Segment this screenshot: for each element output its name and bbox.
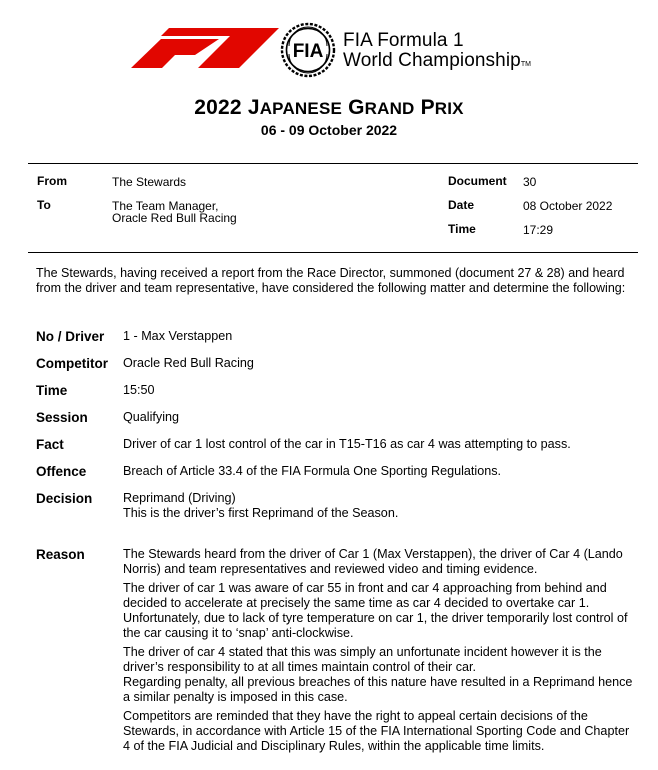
f1-logo-icon	[131, 28, 279, 68]
fact-value: Driver of car 1 lost control of the car in T15-T16 as car 4 was attempting to pass.	[123, 437, 571, 451]
driver-label: No / Driver	[36, 329, 105, 344]
from-value: The Stewards	[112, 175, 187, 189]
incident-time-label: Time	[36, 383, 68, 398]
date-label: Date	[448, 198, 475, 212]
to-value-line-2: Oracle Red Bull Racing	[112, 211, 237, 225]
championship-wordmark	[343, 31, 531, 75]
session-value: Qualifying	[123, 410, 180, 424]
to-label: To	[37, 198, 51, 212]
memo-bottom-divider	[28, 252, 638, 253]
time-value: 17:29	[523, 223, 554, 237]
from-label: From	[37, 174, 67, 188]
document-label: Document	[448, 174, 507, 188]
decision-label: Decision	[36, 491, 93, 506]
event-dates: 06 - 09 October 2022	[260, 122, 398, 138]
fact-label: Fact	[36, 437, 64, 452]
memo-top-divider	[28, 163, 638, 164]
trademark-mark: TM	[520, 61, 531, 68]
reason-paragraph-1: The Stewards heard from the driver of Car 1 (Max Verstappen), the driver of Car 4 (Lando Norris) and team representatives and reviewed video and timing evidence.	[123, 547, 623, 576]
session-label: Session	[36, 410, 88, 425]
championship-line-2: World Championship	[343, 50, 521, 71]
reason-body	[123, 547, 638, 758]
decision-line-2: This is the driver’s first Reprimand of the Season.	[123, 506, 399, 520]
competitor-value: Oracle Red Bull Racing	[123, 356, 254, 370]
svg-text:FIA: FIA	[292, 41, 324, 62]
competitor-label: Competitor	[36, 356, 108, 371]
decision-value	[123, 491, 638, 521]
offence-value: Breach of Article 33.4 of the FIA Formula One Sporting Regulations.	[123, 464, 502, 478]
reason-paragraph-3: The driver of car 4 stated that this was simply an unfortunate incident however it is the driver’s responsibility to at all times maintain control of their car.	[123, 645, 602, 674]
championship-line-1: FIA Formula 1	[343, 30, 464, 51]
incident-time-value: 15:50	[123, 383, 155, 397]
page-title: 2022 JAPANESE GRAND PRIX	[194, 96, 464, 119]
time-label: Time	[448, 222, 476, 236]
document-value: 30	[523, 175, 537, 189]
reason-label: Reason	[36, 547, 85, 562]
reason-paragraph-2: The driver of car 1 was aware of car 55 in front and car 4 approaching from behind and decided to accelerate at precisely the same time as car 4 decided to overtake car 1. Unfortunately, due to lack of tyre temperature on car 1, the driver temporarily lost control of the car causing it to ‘snap’ anti-clockwise.	[123, 581, 628, 640]
to-value-line-1: The Team Manager,	[112, 199, 219, 213]
date-value: 08 October 2022	[523, 199, 613, 213]
fia-seal-icon	[280, 22, 336, 78]
reason-paragraph-3-continued: Regarding penalty, all previous breaches of this nature have resulted in a Reprimand hence a similar penalty is imposed in this case.	[123, 675, 633, 704]
offence-label: Offence	[36, 464, 87, 479]
decision-line-1: Reprimand (Driving)	[123, 491, 236, 505]
driver-value: 1 - Max Verstappen	[123, 329, 233, 343]
reason-paragraph-4: Competitors are reminded that they have the right to appeal certain decisions of the Stewards, in accordance with Article 15 of the FIA International Sporting Code and Chapter 4 of the FIA Judicial and Disciplinary Rules, within the applicable time limits.	[123, 709, 630, 753]
intro-paragraph: The Stewards, having received a report from the Race Director, summoned (document 27 & 28) and heard from the driver and team representative, have considered the following matter and determine the following:	[36, 266, 626, 295]
